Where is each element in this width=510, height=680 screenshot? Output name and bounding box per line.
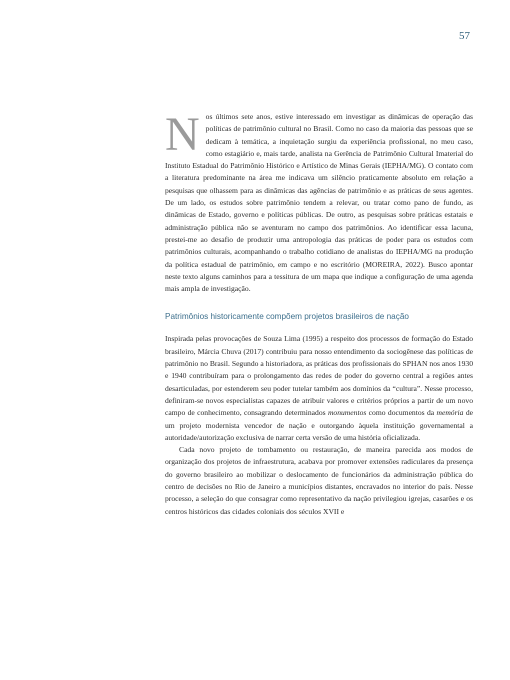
emphasis-monumentos: monumentos — [327, 408, 367, 418]
page-number: 57 — [459, 30, 470, 42]
intro-paragraph — [165, 108, 473, 295]
intro-text: os últimos sete anos, estive interessado em investigar as dinâmicas de operação das políticas de patrimônio cultural no Brasil. Como no caso da maioria das pessoas que se dedicam à temática, a inquietação surgiu da experiência profissional, no meu caso, como estagiário e, mais tarde, analista na Gerência de Patrimônio Cultural Imaterial do Instituto Estadual do Patrimônio Histórico e Artístico de Minas Gerais (IEPHA/MG). O contato com a literatura predominante na área me indicava um silêncio praticamente absoluto em relação a pesquisas que olhassem para as dinâmicas das agências de patrimônio e as práticas de seus agentes. De um lado, os estudos sobre patrimônio tendem a relevar, ou tratar como pano de fundo, as dinâmicas de Estado, governo e políticas públicas. De outro, as pesquisas sobre práticas estatais e administração pública não se aventuram no campo dos patrimônios. Ao identificar essa lacuna, prestei-me ao desafio de produzir uma antropologia das práticas de poder para os estudos com patrimônios culturais, acompanhando o trabalho cotidiano de analistas do IEPHA/MG na produção da política estadual de patrimônio, em campo e no escritório (MOREIRA, 2022). Busco apontar neste texto alguns caminhos para a tessitura de um mapa que indique a configuração de uma agenda mais ampla de investigação. — [165, 112, 473, 294]
body-paragraph-1 — [165, 333, 473, 444]
page-content — [165, 108, 473, 518]
body-paragraph-2: Cada novo projeto de tombamento ou restauração, de maneira parecida aos modos de organização dos projetos de infraestrutura, acabava por promover extensões radiculares da presença do governo brasileiro ao mobilizar o deslocamento de funcionários da administração pública do centro de decisões no Rio de Janeiro a municípios distantes, encravados no interior do país. Nesse processo, a seleção do que consagrar como representativo da nação privilegiou igrejas, casarões e os centros históricos das cidades coloniais dos séculos XVII e — [165, 445, 473, 516]
paragraph-1-text-a: Inspirada pelas provocações de Souza Lima (1995) a respeito dos processos de formação do Estado brasileiro, Márcia Chuva (2017) contribuiu para nosso entendimento da sociogênese das políticas de patrimônio no Brasil. Segundo a historiadora, as práticas dos profissionais do SPHAN nos anos 1930 e 1940 contribuíram para o prolongamento das redes de poder do governo central a regiões antes desarticuladas, por estenderem seu poder tutelar também aos domínios da “cultura”. Nesse processo, definiram-se novos especialistas capazes de atribuir valores e critérios próprios a partir de um novo campo de conhecimento, consagrando determinados — [165, 334, 473, 418]
drop-cap: N — [165, 108, 200, 161]
section-heading: Patrimônios historicamente compõem projetos brasileiros de nação — [165, 312, 409, 322]
paragraph-1-text-b: como documentos da — [366, 408, 437, 418]
paragraph-1-text-c: de um projeto modernista vencedor de nação e outorgando àquela instituição governamental a autoridade/autorização exclusiva de narrar certa versão de uma história oficializada. — [165, 408, 473, 442]
emphasis-memoria: memória — [436, 408, 464, 418]
